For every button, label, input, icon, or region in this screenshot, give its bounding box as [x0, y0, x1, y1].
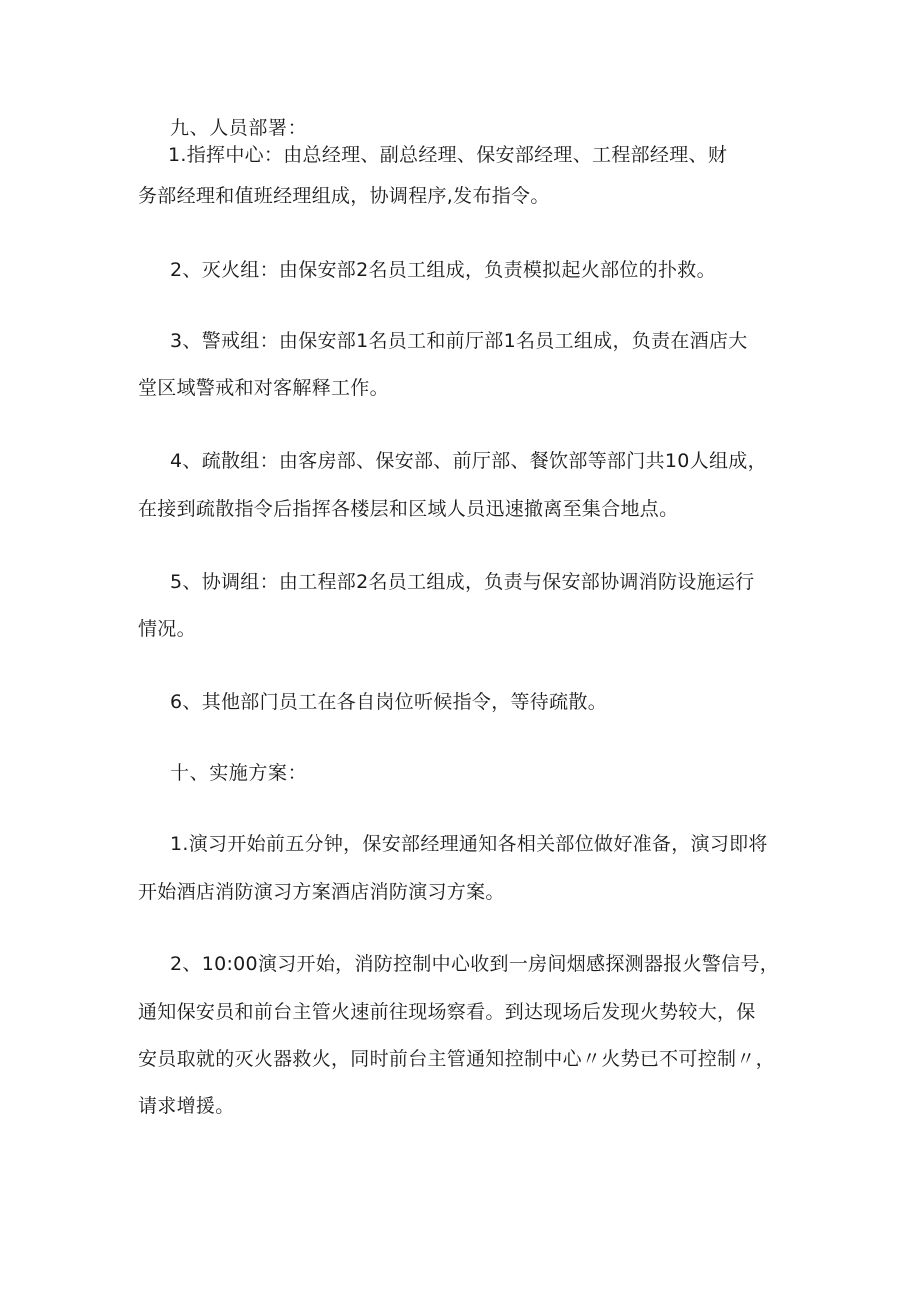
section-9-heading: 九、人员部署： — [170, 117, 308, 139]
section-10-item-2-line-3: 安员取就的灭火器救火，同时前台主管通知控制中心〃火势已不可控制〃， — [138, 1048, 775, 1070]
section-9-item-1-line-2: 务部经理和值班经理组成，协调程序,发布指令。 — [138, 185, 550, 207]
section-9-item-3-line-2: 堂区域警戒和对客解释工作。 — [138, 377, 389, 399]
section-9-item-1-line-1: 1.指挥中心：由总经理、副总经理、保安部经理、工程部经理、财 — [168, 144, 728, 166]
section-9-item-3-line-1: 3、警戒组：由保安部1名员工和前厅部1名员工组成，负责在酒店大 — [170, 330, 748, 352]
section-9-item-4-line-2: 在接到疏散指令后指挥各楼层和区域人员迅速撤离至集合地点。 — [138, 498, 679, 520]
section-9-item-4-line-1: 4、疏散组：由客房部、保安部、前厅部、餐饮部等部门共10人组成， — [170, 450, 767, 472]
section-9-item-5-line-2: 情况。 — [138, 618, 196, 640]
section-9-item-5-line-1: 5、协调组：由工程部2名员工组成，负责与保安部协调消防设施运行 — [170, 571, 755, 593]
section-10-item-2-line-2: 通知保安员和前台主管火速前往现场察看。到达现场后发现火势较大，保 — [138, 1001, 756, 1023]
section-10-item-2-line-4: 请求增援。 — [138, 1095, 235, 1117]
section-10-heading: 十、实施方案： — [170, 762, 308, 784]
section-9-item-6-line-1: 6、其他部门员工在各自岗位听候指令，等待疏散。 — [170, 691, 607, 713]
section-10-item-2-line-1: 2、10:00演习开始，消防控制中心收到一房间烟感探测器报火警信号， — [170, 953, 780, 975]
section-10-item-1-line-1: 1.演习开始前五分钟，保安部经理通知各相关部位做好准备，演习即将 — [170, 833, 768, 855]
section-9-item-2-line-1: 2、灭火组：由保安部2名员工组成，负责模拟起火部位的扑救。 — [170, 259, 716, 281]
section-10-item-1-line-2: 开始酒店消防演习方案酒店消防演习方案。 — [138, 881, 505, 903]
